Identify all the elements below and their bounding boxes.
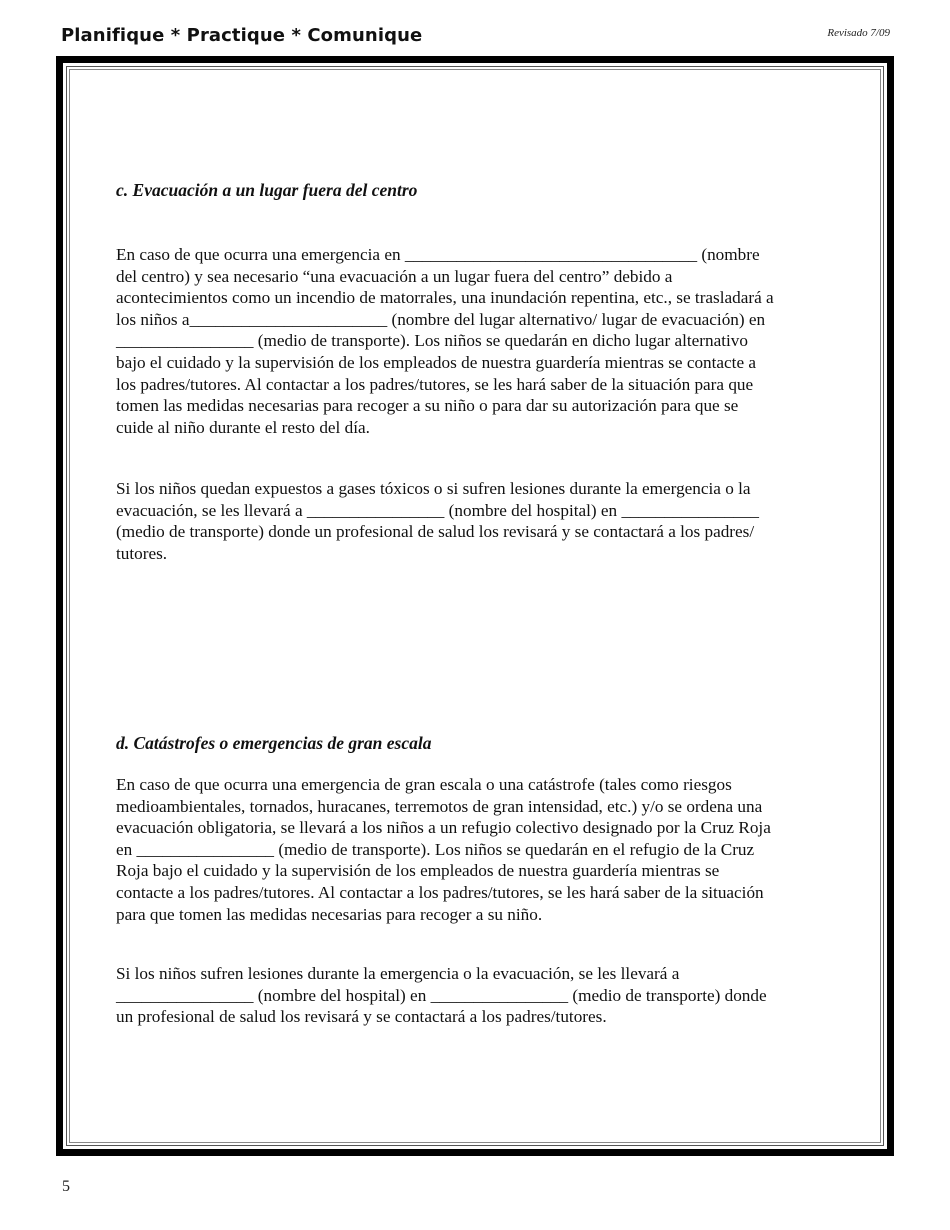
paragraph-line: En caso de que ocurra una emergencia de gran escala o una catástrofe (tales como riesgos	[116, 775, 732, 794]
paragraph-line: Roja bajo el cuidado y la supervisión de los empleados de nuestra guardería mientras se	[116, 861, 720, 881]
section-c-paragraph-1	[116, 244, 836, 438]
section-c-paragraph-2	[116, 478, 836, 564]
paragraph-line: Si los niños sufren lesiones durante la emergencia o la evacuación, se les llevará a	[116, 964, 680, 983]
paragraph-line: un profesional de salud los revisará y se contactará a los padres/tutores.	[116, 1007, 607, 1027]
paragraph-line: tomen las medidas necesarias para recoger a su niño o para dar su autorización para que se	[116, 396, 739, 416]
paragraph-line: (medio de transporte) donde un profesional de salud los revisará y se contactará a los padres/	[116, 522, 755, 542]
paragraph-line: medioambientales, tornados, huracanes, terremotos de gran intensidad, etc.) y/o se ordena una	[116, 796, 763, 816]
paragraph-line: evacuación obligatoria, se llevará a los niños a un refugio colectivo designado por la Cruz Roja	[116, 818, 771, 838]
section-d-paragraph-2	[116, 963, 836, 1028]
paragraph-line: los niños a_______________________ (nombre del lugar alternativo/ lugar de evacuación) en	[116, 309, 766, 329]
paragraph-line: los padres/tutores. Al contactar a los padres/tutores, se les hará saber de la situación para que	[116, 374, 754, 394]
paragraph-line: ________________ (medio de transporte). Los niños se quedarán en dicho lugar alternativo	[116, 331, 748, 351]
paragraph-line: evacuación, se les llevará a ________________ (nombre del hospital) en ________________	[116, 500, 759, 520]
paragraph-line: del centro) y sea necesario “una evacuación a un lugar fuera del centro” debido a	[116, 266, 673, 286]
section-c-heading: c. Evacuación a un lugar fuera del centro	[116, 180, 418, 200]
paragraph-line: contacte a los padres/tutores. Al contactar a los padres/tutores, se les hará saber de la situación	[116, 882, 764, 902]
revision-label: Revisado 7/09	[827, 27, 890, 39]
paragraph-line: en ________________ (medio de transporte). Los niños se quedarán en el refugio de la Cruz	[116, 839, 755, 859]
paragraph-line: acontecimientos como un incendio de matorrales, una inundación repentina, etc., se trasladará a	[116, 288, 774, 308]
paragraph-line: En caso de que ocurra una emergencia en __________________________________ (nombre	[116, 245, 760, 264]
paragraph-line: Si los niños quedan expuestos a gases tóxicos o si sufren lesiones durante la emergencia o la	[116, 479, 751, 498]
document-header-title: Planifique * Practique * Comunique	[61, 25, 423, 46]
paragraph-line: tutores.	[116, 543, 168, 563]
section-d-paragraph-1	[116, 774, 836, 925]
section-d-heading: d. Catástrofes o emergencias de gran escala	[116, 733, 432, 753]
paragraph-line: cuide al niño durante el resto del día.	[116, 417, 370, 437]
paragraph-line: ________________ (nombre del hospital) en ________________ (medio de transporte) donde	[116, 985, 767, 1005]
paragraph-line: bajo el cuidado y la supervisión de los empleados de nuestra guardería mientras se contacte a	[116, 352, 757, 372]
page-number: 5	[62, 1178, 70, 1195]
paragraph-line: para que tomen las medidas necesarias para recoger a su niño.	[116, 904, 543, 924]
